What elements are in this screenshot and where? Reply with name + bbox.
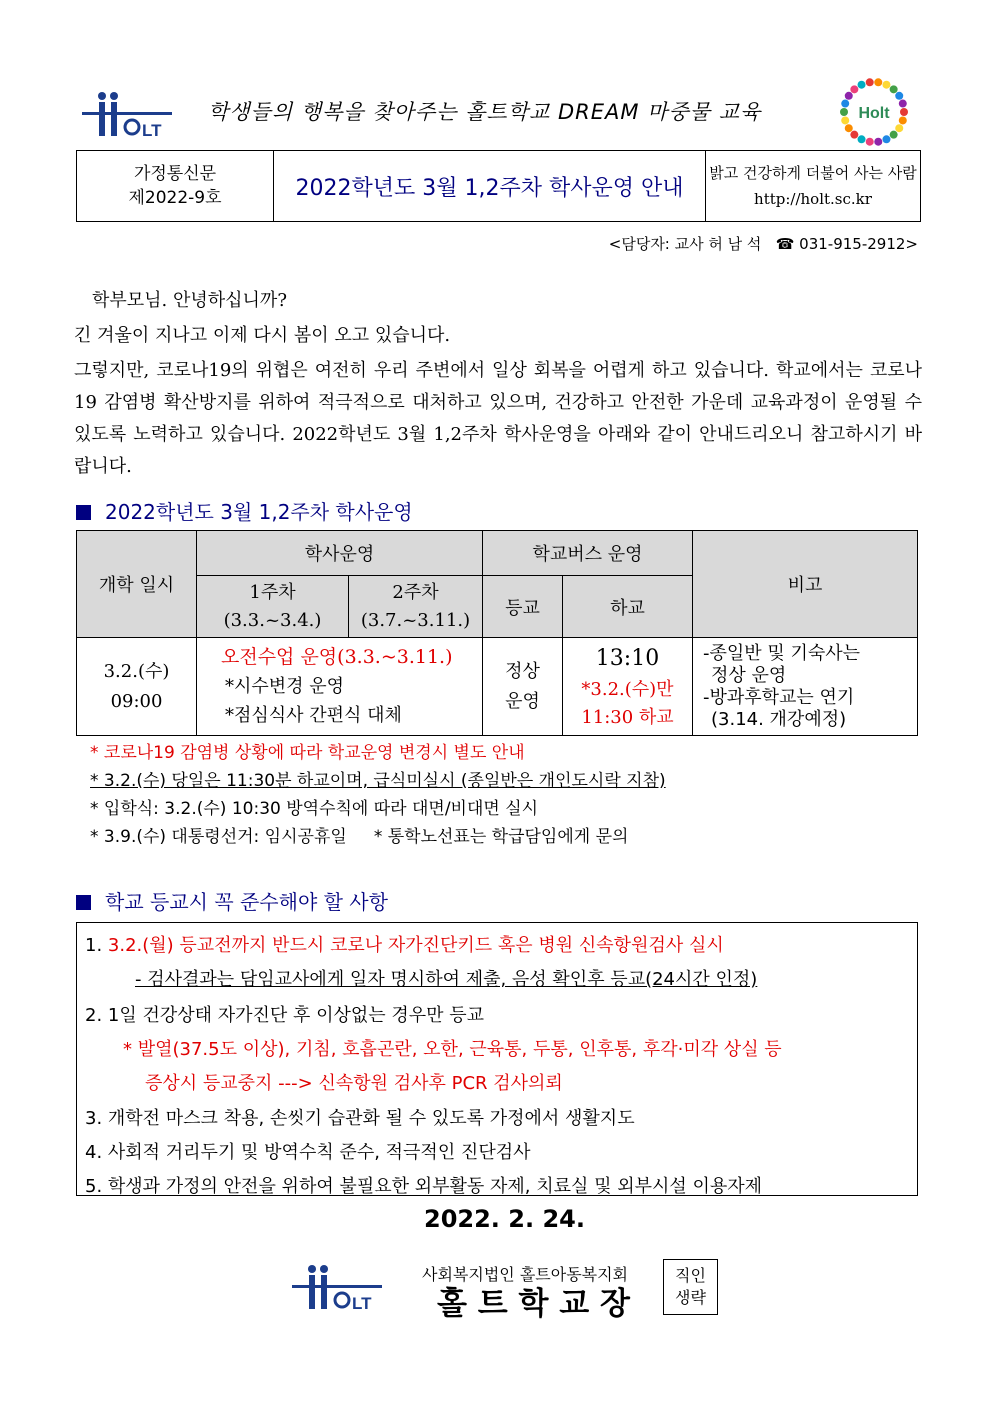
page-title: 2022학년도 3월 1,2주차 학사운영 안내 [274, 151, 706, 221]
th-academic: 학사운영 [197, 531, 483, 576]
issue-number: 제2022-9호 [128, 188, 222, 208]
op-main: 오전수업 운영(3.3.~3.11.) [221, 646, 453, 668]
rule-2: 2. 1일 건강상태 자가진단 후 이상없는 경우만 등교 [85, 1005, 485, 1026]
issue-info [77, 151, 274, 221]
newsletter-header [76, 150, 921, 222]
issue-date: 2022. 2. 24. [424, 1205, 585, 1233]
note-1: * 코로나19 감염병 상황에 따라 학교운영 변경시 별도 안내 [90, 743, 525, 763]
square-bullet-icon [76, 505, 91, 520]
bus-out-value: 13:10 *3.2.(수)만 11:30 하교 [563, 638, 693, 736]
svg-text:Holt: Holt [858, 105, 890, 122]
principal-title: 홀 트 학 교 장 [437, 1286, 630, 1322]
school-motto: 밝고 건강하게 더불어 사는 사람 [709, 164, 917, 182]
intro-line: 긴 겨울이 지나고 이제 다시 봄이 오고 있습니다. [74, 325, 451, 346]
school-website: http://holt.sc.kr [754, 190, 872, 208]
phone-icon: ☎ [775, 235, 795, 253]
contact-line [609, 233, 918, 254]
section-title-schedule: 2022학년도 3월 1,2주차 학사운영 [76, 496, 413, 525]
square-bullet-icon [76, 895, 91, 910]
op-sub1: *시수변경 운영 [225, 676, 345, 697]
bus-in-value: 정상 운영 [483, 638, 563, 736]
newsletter-type: 가정통신문 [133, 164, 217, 184]
holt-logo-footer [290, 1263, 385, 1311]
svg-text:LT: LT [142, 121, 162, 138]
note-2: * 3.2.(수) 당일은 11:30분 하교이며, 급식미실시 (종일반은 개인도시락 지참) [90, 771, 666, 791]
open-datetime: 3.2.(수) 09:00 [77, 638, 197, 736]
th-week1: 1주차 (3.3.~3.4.) [197, 576, 349, 638]
svg-text:LT: LT [352, 1294, 372, 1311]
contact-phone: 031-915-2912> [799, 235, 918, 253]
schedule-notes [90, 739, 666, 851]
th-note: 비고 [693, 531, 918, 638]
th-open-date: 개학 일시 [77, 531, 197, 638]
seal-omitted-box: 직인 생략 [663, 1259, 718, 1315]
holt-circle-logo [838, 76, 910, 148]
rule-4: 4. 사회적 거리두기 및 방역수칙 준수, 적극적인 진단검사 [85, 1142, 531, 1163]
academic-operation [197, 638, 483, 736]
rule-3: 3. 개학전 마스크 착용, 손씻기 습관화 될 수 있도록 가정에서 생활지도 [85, 1108, 635, 1129]
greeting: 학부모님. 안녕하십니까? [92, 290, 287, 311]
op-sub2: *점심식사 간편식 대체 [225, 705, 402, 726]
rules-box [76, 922, 918, 1196]
th-bus-in: 등교 [483, 576, 563, 638]
intro-body: 그렇지만, 코로나19의 위협은 여전히 우리 주변에서 일상 회복을 어렵게 하고 있습니다. 학교에서는 코로나19 감염병 확산방지를 위하여 적극적으로 대처하고 있으며, 건강하고 안전한 가운데 교육과정이 운영될 수 있도록 노력하고 있습니다. 2022학년도 3월 1,2주차 학사운영을 아래와 같이 안내드리오니 참고하시기 바랍니다. [74, 360, 922, 477]
section-title-rules: 학교 등교시 꼭 준수해야 할 사항 [76, 886, 388, 915]
organization-name: 사회복지법인 홀트아동복지회 [422, 1265, 629, 1284]
holt-logo [80, 90, 175, 138]
rule-1: 1. 3.2.(월) 등교전까지 반드시 코로나 자가진단키드 혹은 병원 신속항원검사 실시 [85, 935, 724, 956]
note-4: * 3.9.(수) 대통령선거: 임시공휴일 * 통학노선표는 학급담임에게 문의 [90, 827, 629, 847]
th-bus-out: 하교 [563, 576, 693, 638]
note-3: * 입학식: 3.2.(수) 10:30 방역수칙에 따라 대면/비대면 실시 [90, 799, 539, 819]
th-bus: 학교버스 운영 [483, 531, 693, 576]
rule-5: 5. 학생과 가정의 안전을 위하여 불필요한 외부활동 자제, 치료실 및 외부시설 이용자제 [85, 1176, 763, 1197]
rule-2-sub2: 증상시 등교중지 ---> 신속항원 검사후 PCR 검사의뢰 [145, 1073, 563, 1094]
th-week2: 2주차 (3.7.~3.11.) [349, 576, 483, 638]
contact-person: <담당자: 교사 허 남 석 [608, 235, 762, 253]
schedule-table [76, 530, 918, 736]
slogan: 학생들의 행복을 찾아주는 홀트학교 DREAM 마중물 교육 [208, 100, 762, 124]
rule-2-sub1: * 발열(37.5도 이상), 기침, 호흡곤란, 오한, 근육통, 두통, 인후통, 후각·미각 상실 등 [123, 1039, 782, 1060]
rule-1-sub: - 검사결과는 담임교사에게 일자 명시하여 제출, 음성 확인후 등교(24시간 인정) [135, 969, 758, 990]
school-info [706, 151, 920, 221]
note-value: -종일반 및 기숙사는 정상 운영 -방과후학교는 연기 (3.14. 개강예정) [693, 638, 918, 736]
